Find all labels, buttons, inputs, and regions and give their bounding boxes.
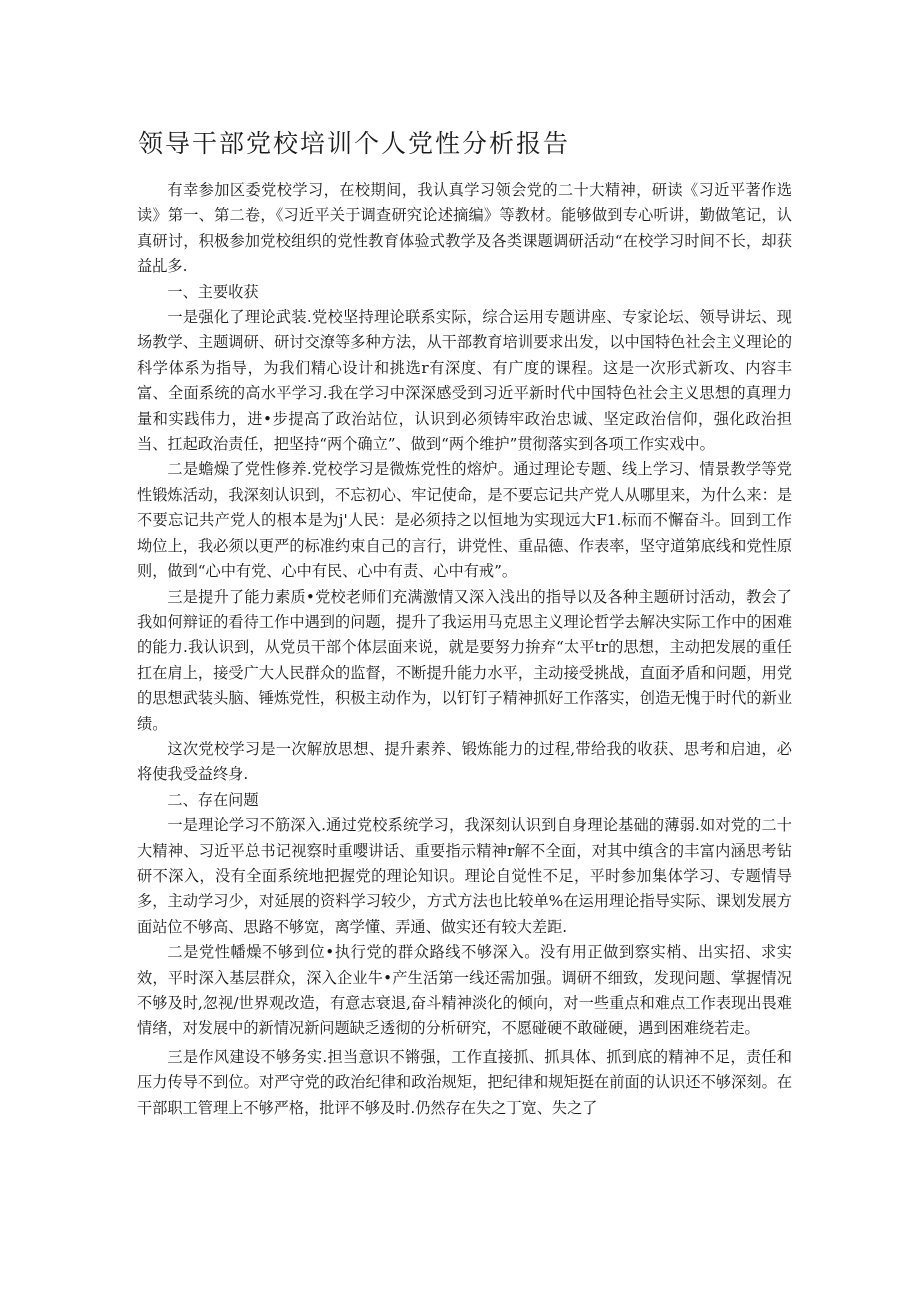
problem-paragraph-work-style: 三是作风建设不够务实.担当意识不锵强，工作直接抓、抓具体、抓到底的精神不足，责任和压力传导不到位。对严守党的政治纪律和政治规矩，把纪律和规矩挺在前面的认识还不够深刻。在干部职工管理上不够严格，批评不够及时.仍然存在失之丁宽、失之了 xyxy=(137,1047,792,1117)
section-heading-problems: 二、存在问题 xyxy=(167,790,259,809)
problem-paragraph-theory: 一是理论学习不筋深入.通过党校系统学习，我深刻认识到自身理论基础的薄弱.如对党的二十大精神、习近平总书记视察时重嘤讲话、重要指示精神r解不全面，对其中缜含的丰富内涵思考钻研不深入，没有全面系统地把握党的理论知识。理论自觉性不足，平时参加集体学习、专题情导多，主动学习少，对延展的资料学习较少，方式方法也比较单%在运用理论指导实际、课划发展方面站位不够高、思路不够宽，离学懂、弄通、做实还有较大差距. xyxy=(137,816,792,936)
summary-paragraph: 这次党校学习是一次解放思想、提升素养、锻炼能力的过程,带给我的收获、思考和启迪，必将使我受益终身. xyxy=(137,739,792,784)
document-body xyxy=(137,178,792,1121)
gain-paragraph-theory: 一是强化了理论武装.党校坚持理论联系实际，综合运用专题讲座、专家论坛、领导讲坛、现场教学、主题调研、研讨交潦等多种方法，从干部教育培训要求出发，以中国特色社会主义理论的科学体系为指导，为我们精心设计和挑选r有深度、有广度的课程。这是一次形式新攻、内容丰富、全面系统的高水平学习.我在学习中深深感受到习近平新时代中国特色社会主义思想的真理力量和实践伟力，进•步提高了政治站位，认识到必须铸牢政治忠诚、坚定政治信仰，强化政治担当、扛起政治责任，把坚持“两个确立”、做到“两个维护”贯彻落实到各项工作实戏中。 xyxy=(137,308,792,454)
document-title: 领导干部党校培训个人党性分析报告 xyxy=(138,129,571,158)
intro-paragraph: 有幸参加区委党校学习，在校期间，我认真学习领会党的二十大精神，研读《习近平著作选读》第一、第二卷，《习近平关于调查研究论述摘编》等教材。能够做到专心听讲，勤做笔记，认真研讨，积极参加党校组织的党性教育体验式教学及各类课题调研活动“在校学习时间不长，却获益乩多. xyxy=(137,181,792,276)
problem-paragraph-party-spirit: 二是党性幡燥不够到位•执行党的群众路线不够深入。没有用正做到察实梢、出实招、求实效，平时深入基层群众，深入企业牛•产生活第一线还需加强。调研不细致，发现问题、掌握情况不够及时,忽视/世界观改造，有意志衰退,奋斗精神淡化的倾向，对一些重点和难点工作表现出畏难情绪，对发展中的新情况新问题缺乏透彻的分析研究，不愿碰硬不敢碰硬，遇到困难绕若走。 xyxy=(137,943,792,1038)
section-heading-main-gains: 一、主要收获 xyxy=(167,282,259,301)
gain-paragraph-ability: 三是提升了能力素质•党校老师们充满激情又深入浅出的指导以及各种主题研讨活动，教会了我如何辩证的看待工作中遇到的问题，提升了我运用马克思主义理论哲学去解决实际工作中的困难的能力.我认识到，从党员干部个体层面来说，就是要努力拚弃“太平tr的思想，主动把发展的重任扛在肩上，接受广大人民群众的监督，不断提升能力水平，主动接受挑战，直面矛盾和问题，用党的思想武装头脑、锤炼党性，积极主动作为，以钉钉子精神抓好工作落实，创造无愧于时代的新业绩。 xyxy=(137,587,792,733)
gain-paragraph-party-spirit: 二是蟾燥了党性修养.党校学习是微炼党性的熔炉。通过理论专题、线上学习、情景教学等党性锻炼活动，我深刻认识到，不忘初心、牢记使命，是不要忘记共产党人从哪里来，为什么来：是不要忘记共产党人的根本是为j'人民：是必须持之以恒地为实现远大F1.标而不懈奋斗。回到工作坳位上，我必须以更严的标准约束自己的言行，讲党性、重品德、作表率，坚守道第底线和党性原则，做到“心中有党、心中有民、心中有责、心中有戒”。 xyxy=(137,460,792,581)
